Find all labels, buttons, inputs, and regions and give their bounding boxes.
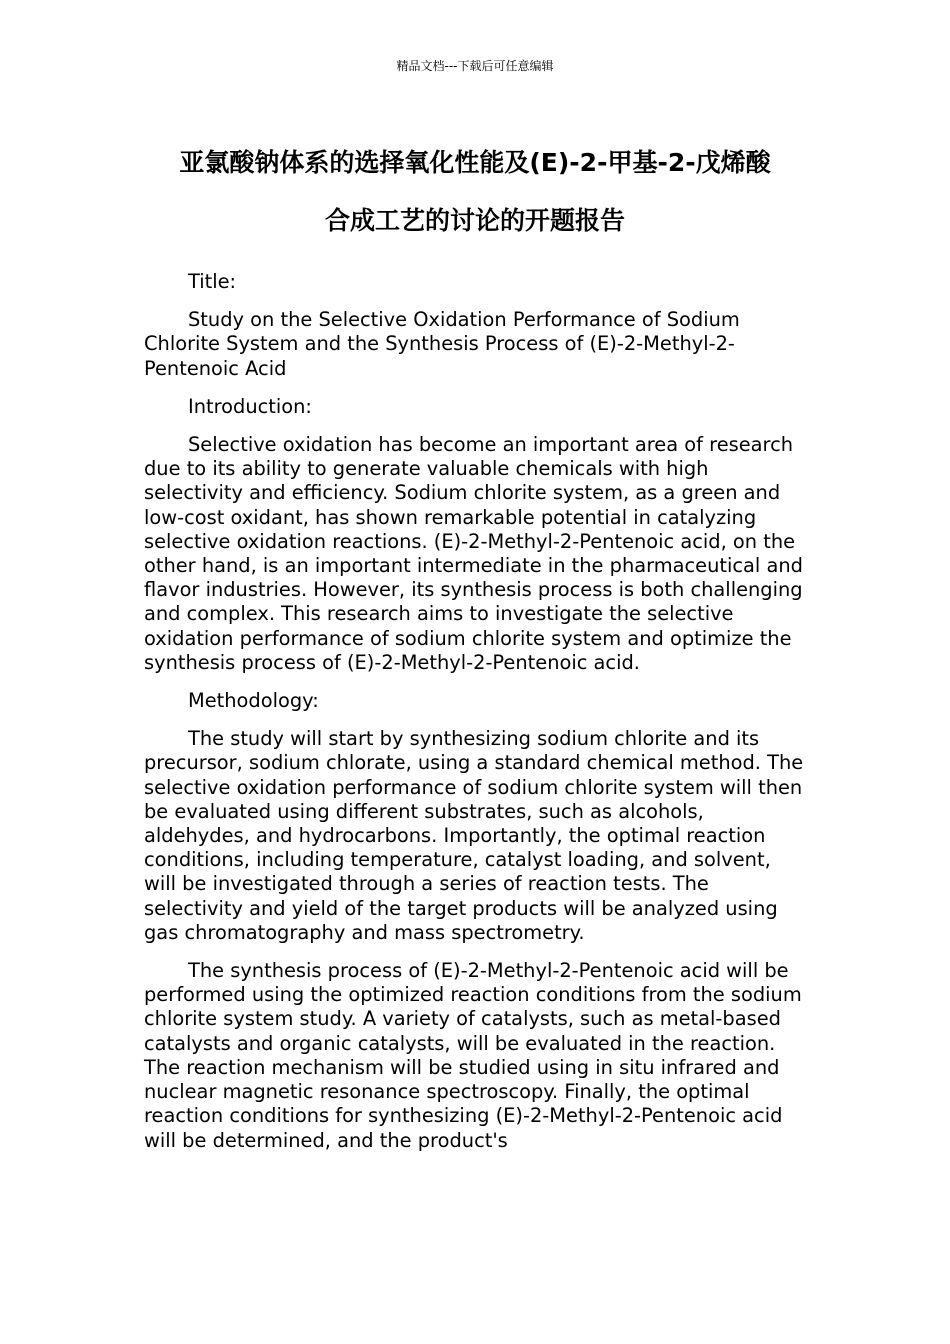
header-note: 精品文档---下载后可任意编辑 [396, 59, 554, 73]
title-paragraph: Study on the Selective Oxidation Performance of Sodium Chlorite System and the Synthesis Process of (E)-2-Methyl-2-Pentenoic Acid [144, 308, 740, 380]
title-label: Title: [188, 270, 237, 293]
introduction-label: Introduction: [188, 394, 312, 418]
document-body [144, 270, 806, 1167]
methodology-label: Methodology: [188, 689, 319, 713]
title-line-2: 合成工艺的讨论的开题报告 [324, 206, 625, 235]
methodology-paragraph-2: The synthesis process of (E)-2-Methyl-2-Pentenoic acid will be performed using the optimized reaction conditions from the sodium chlorite system study. A variety of catalysts, such as metal-based catalysts and organic catalysts, will be evaluated in the reaction. The reaction mechanism will be studied using in situ infrared and nuclear magnetic resonance spectroscopy. Finally, the optimal reaction conditions for synthesizing (E)-2-Methyl-2-Pentenoic acid will be determined, and the product's [144, 959, 802, 1152]
methodology-paragraph-1: The study will start by synthesizing sodium chlorite and its precursor, sodium chlorate, using a standard chemical method. The selective oxidation performance of sodium chlorite system will then be evaluated using different substrates, such as alcohols, aldehydes, and hydrocarbons. Importantly, the optimal reaction conditions, including temperature, catalyst loading, and solvent, will be investigated through a series of reaction tests. The selectivity and yield of the target products will be analyzed using gas chromatography and mass spectrometry. [144, 727, 804, 944]
document-title [0, 134, 950, 250]
title-line-1: 亚氯酸钠体系的选择氧化性能及(E)-2-甲基-2-戊烯酸 [179, 148, 771, 177]
introduction-paragraph: Selective oxidation has become an important area of research due to its ability to generate valuable chemicals with high selectivity and efficiency. Sodium chlorite system, as a green and low-cost oxidant, has shown remarkable potential in catalyzing selective oxidation reactions. (E)-2-Methyl-2-Pentenoic acid, on the other hand, is an important intermediate in the pharmaceutical and flavor industries. However, its synthesis process is both challenging and complex. This research aims to investigate the selective oxidation performance of sodium chlorite system and optimize the synthesis process of (E)-2-Methyl-2-Pentenoic acid. [144, 433, 803, 674]
